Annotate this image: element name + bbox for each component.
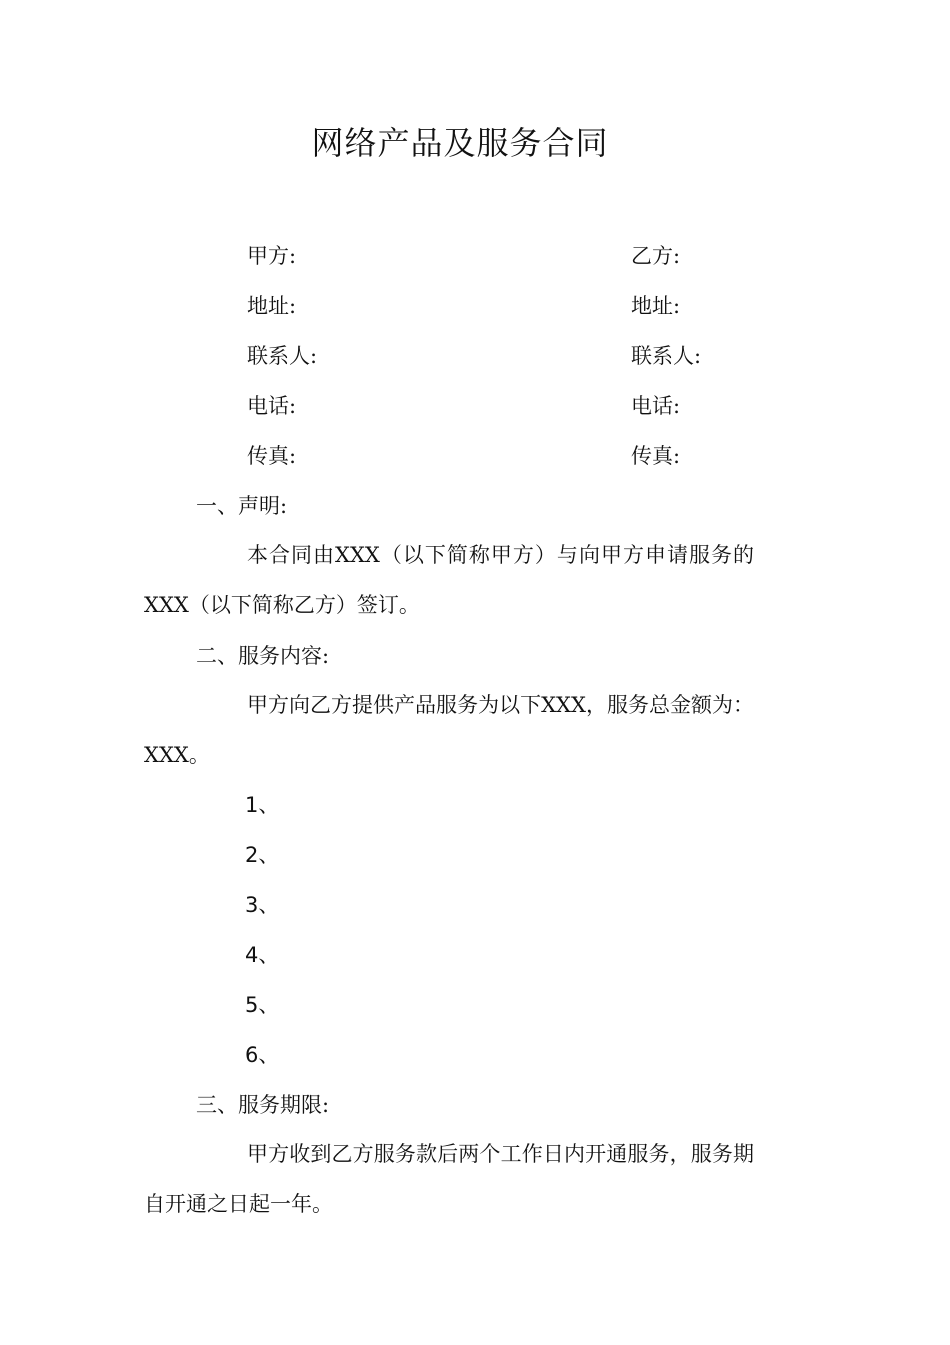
section-heading-declaration: 一、声明: — [196, 494, 288, 518]
party-row-fax — [247, 438, 807, 474]
document-title: 网络产品及服务合同 — [311, 124, 609, 162]
party-a-phone-label: 电话: — [247, 394, 297, 418]
list-item: 1、 — [245, 793, 280, 817]
party-a-fax-label: 传真: — [247, 444, 297, 468]
list-item: 5、 — [245, 993, 280, 1017]
list-item: 2、 — [245, 843, 280, 867]
list-item: 6、 — [245, 1043, 280, 1067]
section-body-service-term: 甲方收到乙方服务款后两个工作日内开通服务，服务期自开通之日起一年。 — [144, 1142, 754, 1216]
party-row-party — [247, 238, 807, 274]
section-heading-service-term: 三、服务期限: — [196, 1093, 330, 1117]
party-b-fax-label: 传真: — [631, 444, 681, 468]
party-a-address-label: 地址: — [247, 294, 297, 318]
section-heading-service-content: 二、服务内容: — [196, 644, 330, 668]
list-item: 3、 — [245, 893, 280, 917]
party-row-address — [247, 288, 807, 324]
party-row-phone — [247, 388, 807, 424]
party-a-contact-label: 联系人: — [247, 344, 318, 368]
party-b-label: 乙方: — [631, 244, 681, 268]
party-b-address-label: 地址: — [631, 294, 681, 318]
party-b-phone-label: 电话: — [631, 394, 681, 418]
party-a-label: 甲方: — [247, 244, 297, 268]
section-body-service-content: 甲方向乙方提供产品服务为以下XXX，服务总金额为：XXX。 — [144, 693, 754, 767]
party-b-contact-label: 联系人: — [631, 344, 702, 368]
party-row-contact — [247, 338, 807, 374]
section-body-declaration: 本合同由XXX（以下简称甲方）与向甲方申请服务的XXX（以下简称乙方）签订。 — [144, 543, 754, 617]
list-item: 4、 — [245, 943, 280, 967]
